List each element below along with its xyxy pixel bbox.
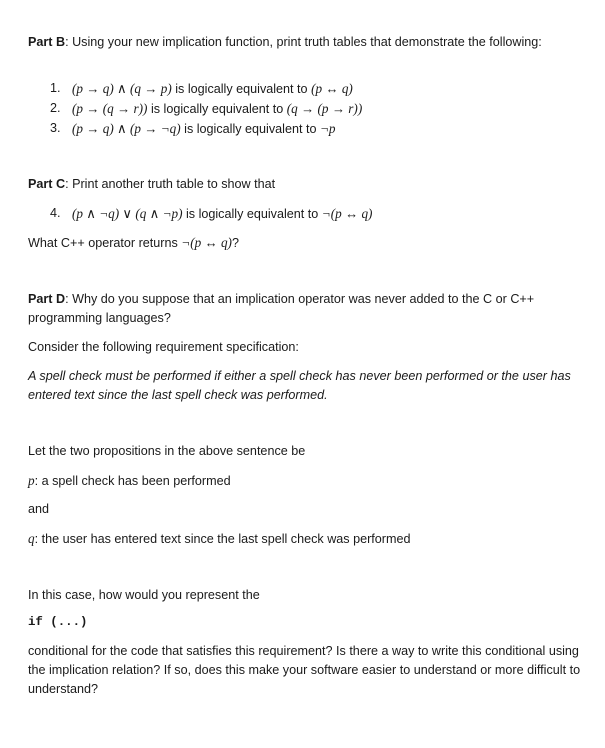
p-variable: p: [28, 473, 35, 488]
item-number: 4.: [50, 206, 61, 220]
list-item: [28, 204, 584, 224]
q-variable: q: [28, 531, 35, 546]
item-lhs: (p ∧ ¬q) ∨ (q ∧ ¬p): [72, 206, 183, 221]
item-lhs: (p → (q → r)): [72, 101, 148, 116]
part-c-label: Part C: [28, 177, 66, 191]
proposition-q: [28, 529, 584, 549]
part-c-intro-text: : Print another truth table to show that: [65, 177, 276, 191]
item-lhs: (p → q) ∧ (p → ¬q): [72, 121, 181, 136]
list-item: [28, 99, 584, 119]
list-item: [28, 79, 584, 99]
part-c-list: [28, 204, 584, 224]
item-rhs: ¬(p ↔ q): [321, 206, 373, 221]
item-mid: is logically equivalent to: [171, 82, 312, 96]
part-b-label: Part B: [28, 35, 66, 49]
part-b-intro: [28, 33, 584, 52]
part-b-list: [28, 79, 584, 139]
part-c-question: [28, 233, 584, 253]
and-text: and: [28, 502, 50, 516]
part-d-intro: [28, 290, 584, 328]
q-text: : the user has entered text since the last spell check was performed: [34, 532, 411, 546]
code-snippet: if (...): [28, 615, 88, 629]
part-d-label: Part D: [28, 292, 66, 306]
question-math: ¬(p ↔ q): [181, 235, 232, 250]
item-rhs: (p ↔ q): [311, 81, 353, 96]
item-mid: is logically equivalent to: [182, 207, 322, 221]
list-item: [28, 119, 584, 139]
p-text: : a spell check has been performed: [34, 474, 231, 488]
item-number: 3.: [50, 121, 61, 135]
item-mid: is logically equivalent to: [180, 122, 320, 136]
proposition-p: [28, 471, 584, 491]
let-propositions: Let the two propositions in the above sentence be: [28, 444, 306, 458]
item-rhs: (q → (p → r)): [286, 101, 363, 116]
item-number: 1.: [50, 81, 61, 95]
represent-question: In this case, how would you represent the: [28, 588, 260, 602]
item-mid: is logically equivalent to: [147, 102, 287, 116]
item-lhs: (p → q) ∧ (q → p): [72, 81, 172, 96]
part-c-intro: [28, 175, 584, 194]
requirement-spec: A spell check must be performed if either a spell check has never been performed or the user has entered text since the last spell check was performed.: [28, 369, 571, 402]
part-b-intro-text: : Using your new implication function, print truth tables that demonstrate the following:: [65, 35, 542, 49]
question-prefix: What C++ operator returns: [28, 236, 182, 250]
item-rhs: ¬p: [319, 121, 336, 136]
consider-text: Consider the following requirement specification:: [28, 340, 299, 354]
closing-question: conditional for the code that satisfies this requirement? Is there a way to write this conditional using the implication relation? If so, does this make your software easier to understand or more difficult to understand?: [28, 644, 581, 696]
item-number: 2.: [50, 101, 61, 115]
part-d-intro-text: : Why do you suppose that an implication operator was never added to the C or C++ programming languages?: [28, 292, 535, 325]
question-suffix: ?: [231, 236, 239, 250]
